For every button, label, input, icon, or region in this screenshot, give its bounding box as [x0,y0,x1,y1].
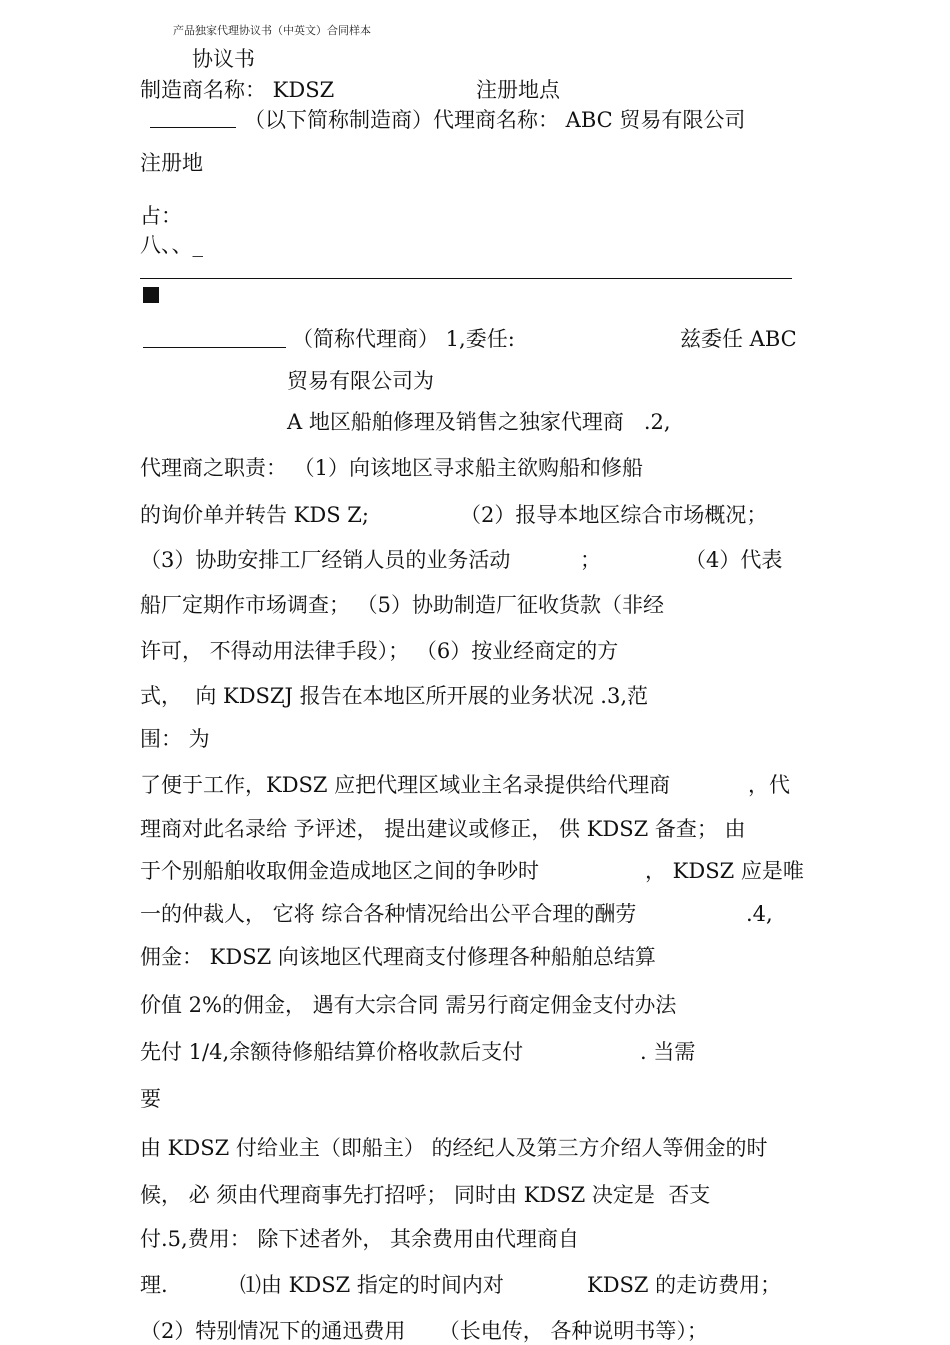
text-line: 围： 为 [140,727,210,751]
expenses-line: 付.5,费用： 除下述者外， 其余费用由代理商自 [140,1227,580,1251]
agent-duties-line: 代理商之职责： （1）向该地区寻求船主欲购船和修船 [140,456,644,480]
page-header: 产品独家代理协议书（中英文）合同样本 [173,24,371,37]
text-line: 许可， 不得动用法律手段）； （6）按业经商定的方 [140,639,619,663]
text-line: ⑴由 KDSZ 指定的时间内对 [240,1273,504,1297]
appointment-text: 兹委任 ABC [680,327,797,351]
document-title: 协议书 [192,47,255,71]
text-line: A 地区船舶修理及销售之独家代理商 .2, [287,410,671,434]
text-line: （2）特别情况下的通迅费用 （长电传， 各种说明书等）； [140,1319,708,1343]
text-line: （4）代表 [685,548,783,572]
text-line: （3）协助安排工厂经销人员的业务活动 [140,548,511,572]
text-line: 价值 2%的佣金， 遇有大宗合同 需另行商定佣金支付办法 [140,993,677,1017]
text-line: 要 [140,1087,161,1111]
text-line: 贸易有限公司为 [287,369,434,393]
text-line: ，代 [748,773,790,797]
text-line: 候， 必 须由代理商事先打招呼； 同时由 KDSZ 决定是 否支 [140,1183,711,1207]
text-line: 先付 1/4,余额待修船结算价格收款后支付 [140,1040,524,1064]
text-line: 理商对此名录给 予评述， 提出建议或修正， 供 KDSZ 备查； 由 [140,817,746,841]
agent-short-name-line: （简称代理商） 1,委任: [292,327,515,351]
text-line: 八、、_ [140,233,203,257]
text-line: 一的仲裁人， 它将 综合各种情况给出公平合理的酬劳 [140,902,637,926]
manufacturer-name-line: 制造商名称： KDSZ [140,78,335,102]
text-line: KDSZ 的走访费用； [587,1273,782,1297]
commission-line: 佣金： KDSZ 向该地区代理商支付修理各种船舶总结算 [140,945,656,969]
text-line: （2）报导本地区综合市场概况； [460,503,768,527]
text-line: ； [580,548,601,572]
text-line: .4, [746,902,773,926]
text-line: 式， 向 KDSZJ 报告在本地区所开展的业务状况 .3,范 [140,684,649,708]
text-line: 于个别船舶收取佣金造成地区之间的争吵时 [140,859,539,883]
registered-address-line: 注册地 [140,151,203,175]
text-line: ， KDSZ 应是唯 [645,859,804,883]
text-line: 的询价单并转告 KDS Z; [140,503,369,527]
text-line: 占： [140,204,182,228]
fill-in-blank [150,127,236,128]
horizontal-rule [140,278,792,279]
text-line: 理. [140,1273,168,1297]
text-line: . 当需 [640,1040,696,1064]
text-line: 船厂定期作市场调查； （5）协助制造厂征收货款（非经 [140,593,665,617]
black-square-icon [143,287,159,303]
fill-in-blank [143,347,286,348]
text-line: 了便于工作，KDSZ 应把代理区域业主名录提供给代理商 [140,773,671,797]
agent-name-line: （以下简称制造商）代理商名称： ABC 贸易有限公司 [244,108,746,132]
text-line: 由 KDSZ 付给业主（即船主） 的经纪人及第三方介绍人等佣金的时 [140,1136,768,1160]
registered-address-label: 注册地点 [476,78,560,102]
